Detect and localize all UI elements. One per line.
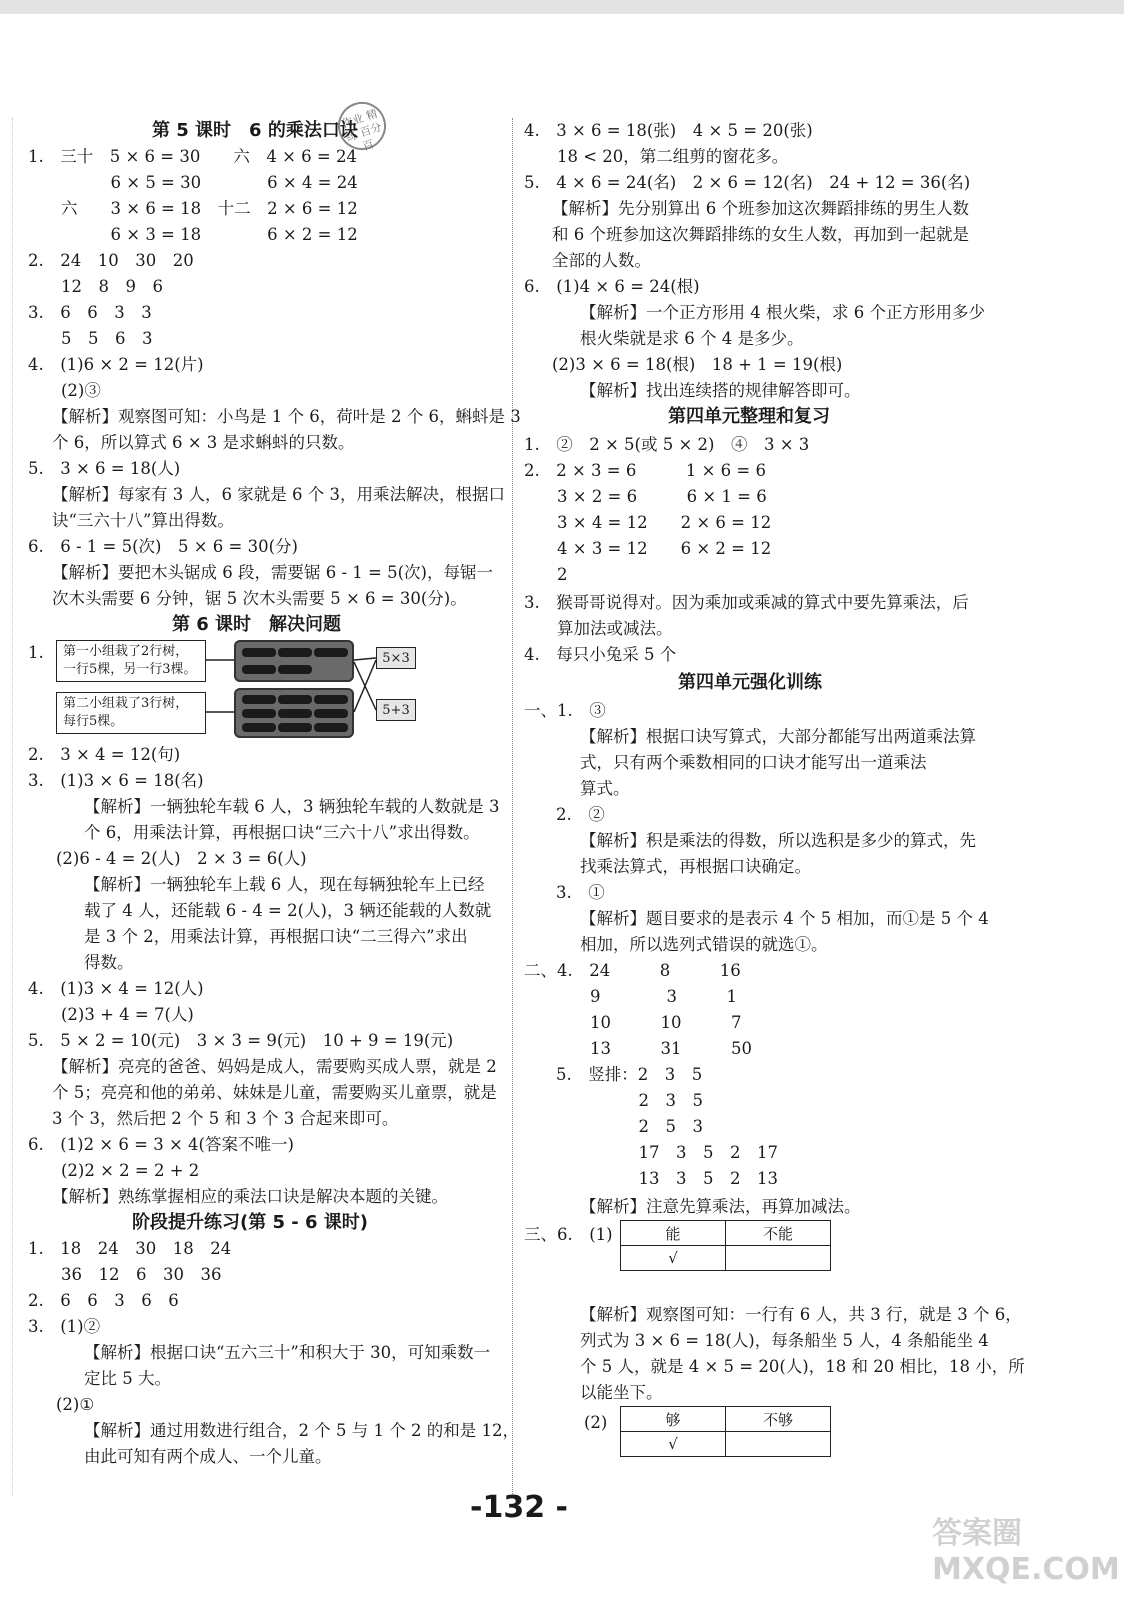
b2-line: 3 × 2 = 6 6 × 1 = 6 (524, 487, 767, 506)
q5-explanation: 【解析】每家有 3 人，6 家就是 6 个 3，用乘法解决，根据口 (52, 485, 505, 504)
q3-line: 3. 6 6 3 3 (28, 303, 152, 322)
c1-explanation: 算式。 (580, 779, 630, 798)
table-cell: √ (621, 1246, 726, 1271)
c5-line: 5. 竖排：2 3 5 (556, 1065, 703, 1084)
group2-text: 每行5棵。 (63, 714, 124, 729)
heading-lesson-5: 第 5 课时 6 的乘法口诀 (152, 120, 358, 141)
r6-line: 6. (1)2 × 6 = 3 × 4(答案不唯一) (28, 1135, 294, 1154)
table-cell: 不够 (726, 1407, 831, 1432)
q2-line: 12 8 9 6 (28, 277, 163, 296)
c4-line: 9 3 1 (524, 987, 737, 1006)
s3-explanation: 定比 5 大。 (84, 1369, 171, 1388)
c2-explanation: 【解析】积是乘法的得数，所以选积是多少的算式，先 (580, 831, 976, 850)
a5-explanation: 【解析】先分别算出 6 个班参加这次舞蹈排练的男生人数 (552, 199, 969, 218)
c4-line: 10 10 7 (524, 1013, 742, 1032)
r5-explanation: 3 个 3，然后把 2 个 5 和 3 个 3 合起来即可。 (52, 1109, 399, 1128)
group2-card (56, 692, 206, 734)
q1-line: 六 3 × 6 = 18 十二 2 × 6 = 12 (28, 199, 358, 218)
q6-explanation: 次木头需要 6 分钟，锯 5 次木头需要 5 × 6 = 30(分)。 (52, 589, 467, 608)
q4-line: 4. (1)6 × 2 = 12(片) (28, 355, 204, 374)
c6b-line: (2) (584, 1413, 608, 1432)
r4-line: (2)3 + 4 = 7(人) (28, 1005, 194, 1024)
c1-explanation: 式，只有两个乘数相同的口诀才能写出一道乘法 (580, 753, 927, 772)
c3-explanation: 相加，所以选列式错误的就选①。 (580, 935, 828, 954)
q4-line: (2)③ (28, 381, 101, 400)
a5-explanation: 全部的人数。 (552, 251, 651, 270)
q6-line: 6. 6 - 1 = 5(次) 5 × 6 = 30(分) (28, 537, 298, 556)
r3b-line: (2)6 - 4 = 2(人) 2 × 3 = 6(人) (56, 849, 307, 868)
a6b-line: (2)3 × 6 = 18(根) 18 + 1 = 19(根) (552, 355, 843, 374)
c5-line: 13 3 5 2 13 (556, 1169, 778, 1188)
r3b-explanation: 是 3 个 2，用乘法计算，再根据口诀“二三得六”求出 (84, 927, 468, 946)
heading-stage-practice: 阶段提升练习(第 5 - 6 课时) (132, 1212, 369, 1233)
group1-text: 一行5棵，另一行3棵。 (63, 662, 197, 677)
b4-line: 4. 每只小兔采 5 个 (524, 645, 677, 664)
s2-line: 2. 6 6 3 6 6 (28, 1291, 179, 1310)
r3b-explanation: 【解析】一辆独轮车上载 6 人，现在每辆独轮车上已经 (84, 875, 485, 894)
a5-explanation: 和 6 个班参加这次舞蹈排练的女生人数，再加到一起就是 (552, 225, 969, 244)
s3b-explanation: 由此可知有两个成人、一个儿童。 (84, 1447, 332, 1466)
answer-table-2 (620, 1406, 831, 1457)
c3-explanation: 【解析】题目要求的是表示 4 个 5 相加，而①是 5 个 4 (580, 909, 989, 928)
connector-lines (200, 640, 380, 740)
r4-line: 4. (1)3 × 4 = 12(人) (28, 979, 204, 998)
watermark: 答案圈 MXQE.COM (932, 1516, 1120, 1587)
c5-line: 17 3 5 2 17 (556, 1143, 778, 1162)
b3-line: 算加法或减法。 (524, 619, 673, 638)
c5-line: 2 5 3 (556, 1117, 703, 1136)
q2-line: 2. 24 10 30 20 (28, 251, 194, 270)
c6-explanation: 列式为 3 × 6 = 18(人)，每条船坐 5 人，4 条船能坐 4 (580, 1331, 989, 1350)
r6-line: (2)2 × 2 = 2 + 2 (28, 1161, 200, 1180)
answer-table-1 (620, 1220, 831, 1271)
table-cell: √ (621, 1432, 726, 1457)
s3b-explanation: 【解析】通过用数进行组合，2 个 5 与 1 个 2 的和是 12， (84, 1421, 519, 1440)
equation-option-1: 5×3 (376, 647, 416, 669)
table-cell: 能 (621, 1221, 726, 1246)
q6-explanation: 【解析】要把木头锯成 6 段，需要锯 6 - 1 = 5(次)，每锯一 (52, 563, 493, 582)
heading-lesson-6: 第 6 课时 解决问题 (172, 614, 342, 635)
r5-line: 5. 5 × 2 = 10(元) 3 × 3 = 9(元) 10 + 9 = 19(元) (28, 1031, 454, 1050)
c1-line: 一、1. ③ (524, 701, 606, 720)
diagram-number: 1. (28, 643, 44, 662)
b2-line: 4 × 3 = 12 6 × 2 = 12 (524, 539, 772, 558)
c3-line: 3. ① (556, 883, 605, 902)
top-band (0, 0, 1124, 14)
s3-explanation: 【解析】根据口诀“五六三十”和积大于 30，可知乘数一 (84, 1343, 491, 1362)
a4-line: 18 < 20，第二组剪的窗花多。 (524, 147, 789, 166)
table-cell: 不能 (726, 1221, 831, 1246)
c6-explanation: 个 5 人，就是 4 × 5 = 20(人)，18 和 20 相比，18 小，所 (580, 1357, 1025, 1376)
q1-line: 6 × 5 = 30 6 × 4 = 24 (28, 173, 358, 192)
a4-line: 4. 3 × 6 = 18(张) 4 × 5 = 20(张) (524, 121, 813, 140)
r3b-explanation: 载了 4 人，还能载 6 - 4 = 2(人)，3 辆还能载的人数就 (84, 901, 492, 920)
q1-line: 1. 三十 5 × 6 = 30 六 4 × 6 = 24 (28, 147, 357, 166)
table-cell (726, 1432, 831, 1457)
r3-explanation: 个 6，用乘法计算，再根据口诀“三六十八”求出得数。 (84, 823, 480, 842)
r3-explanation: 【解析】一辆独轮车载 6 人，3 辆独轮车载的人数就是 3 (84, 797, 500, 816)
c1-explanation: 【解析】根据口诀写算式，大部分都能写出两道乘法算 (580, 727, 976, 746)
group2-text: 第二小组栽了3行树， (63, 696, 189, 711)
q5-explanation: 诀“三六十八”算出得数。 (52, 511, 234, 530)
b2-line: 2 (524, 565, 568, 584)
group1-text: 第一小组栽了2行树， (63, 644, 189, 659)
b2-line: 2. 2 × 3 = 6 1 × 6 = 6 (524, 461, 766, 480)
column-divider (512, 118, 513, 1496)
s1-line: 36 12 6 30 36 (28, 1265, 222, 1284)
q3-line: 5 5 6 3 (28, 329, 153, 348)
a6-explanation: 根火柴就是求 6 个 4 是多少。 (580, 329, 804, 348)
page-number: -132 - (470, 1490, 568, 1525)
heading-unit4-training: 第四单元强化训练 (678, 672, 822, 693)
a6b-explanation: 【解析】找出连续搭的规律解答即可。 (580, 381, 861, 400)
c4-line: 二、4. 24 8 16 (524, 961, 741, 980)
s3-line: 3. (1)② (28, 1317, 101, 1336)
r2-line: 2. 3 × 4 = 12(句) (28, 745, 181, 764)
c6-explanation: 以能坐下。 (580, 1383, 663, 1402)
c5-line: 2 3 5 (556, 1091, 703, 1110)
r3b-explanation: 得数。 (84, 953, 134, 972)
equation-option-2: 5+3 (376, 699, 416, 721)
c6-line: 三、6. (1) (524, 1225, 613, 1244)
c2-explanation: 找乘法算式，再根据口诀确定。 (580, 857, 811, 876)
s3b-line: (2)① (56, 1395, 95, 1414)
table-cell: 够 (621, 1407, 726, 1432)
r3-line: 3. (1)3 × 6 = 18(名) (28, 771, 204, 790)
r5-explanation: 个 5；亮亮和他的弟弟、妹妹是儿童，需要购买儿童票，就是 (52, 1083, 497, 1102)
a6-line: 6. (1)4 × 6 = 24(根) (524, 277, 700, 296)
q1-line: 6 × 3 = 18 6 × 2 = 12 (28, 225, 358, 244)
q4-explanation: 个 6，所以算式 6 × 3 是求蝌蚪的只数。 (52, 433, 355, 452)
heading-unit4-review: 第四单元整理和复习 (668, 406, 830, 427)
c6-explanation: 【解析】观察图可知：一行有 6 人，共 3 行，就是 3 个 6， (580, 1305, 1022, 1324)
s1-line: 1. 18 24 30 18 24 (28, 1239, 232, 1258)
b3-line: 3. 猴哥哥说得对。因为乘加或乘减的算式中要先算乘法，后 (524, 593, 969, 612)
c4-line: 13 31 50 (524, 1039, 752, 1058)
a5-line: 5. 4 × 6 = 24(名) 2 × 6 = 12(名) 24 + 12 = 36(名) (524, 173, 971, 192)
c2-line: 2. ② (556, 805, 605, 824)
r5-explanation: 【解析】亮亮的爸爸、妈妈是成人，需要购买成人票，就是 2 (52, 1057, 497, 1076)
q4-explanation: 【解析】观察图可知：小鸟是 1 个 6，荷叶是 2 个 6，蝌蚪是 3 (52, 407, 521, 426)
b2-line: 3 × 4 = 12 2 × 6 = 12 (524, 513, 772, 532)
table-cell (726, 1246, 831, 1271)
q5-line: 5. 3 × 6 = 18(人) (28, 459, 181, 478)
b1-line: 1. ② 2 × 5(或 5 × 2) ④ 3 × 3 (524, 435, 810, 454)
c5-explanation: 【解析】注意先算乘法，再算加减法。 (580, 1197, 861, 1216)
stamp: 作业 精练 百分百 (332, 96, 392, 156)
left-margin-line (12, 118, 13, 1496)
a6-explanation: 【解析】一个正方形用 4 根火柴，求 6 个正方形用多少 (580, 303, 985, 322)
r6-explanation: 【解析】熟练掌握相应的乘法口诀是解决本题的关键。 (52, 1187, 448, 1206)
group1-card (56, 640, 206, 682)
